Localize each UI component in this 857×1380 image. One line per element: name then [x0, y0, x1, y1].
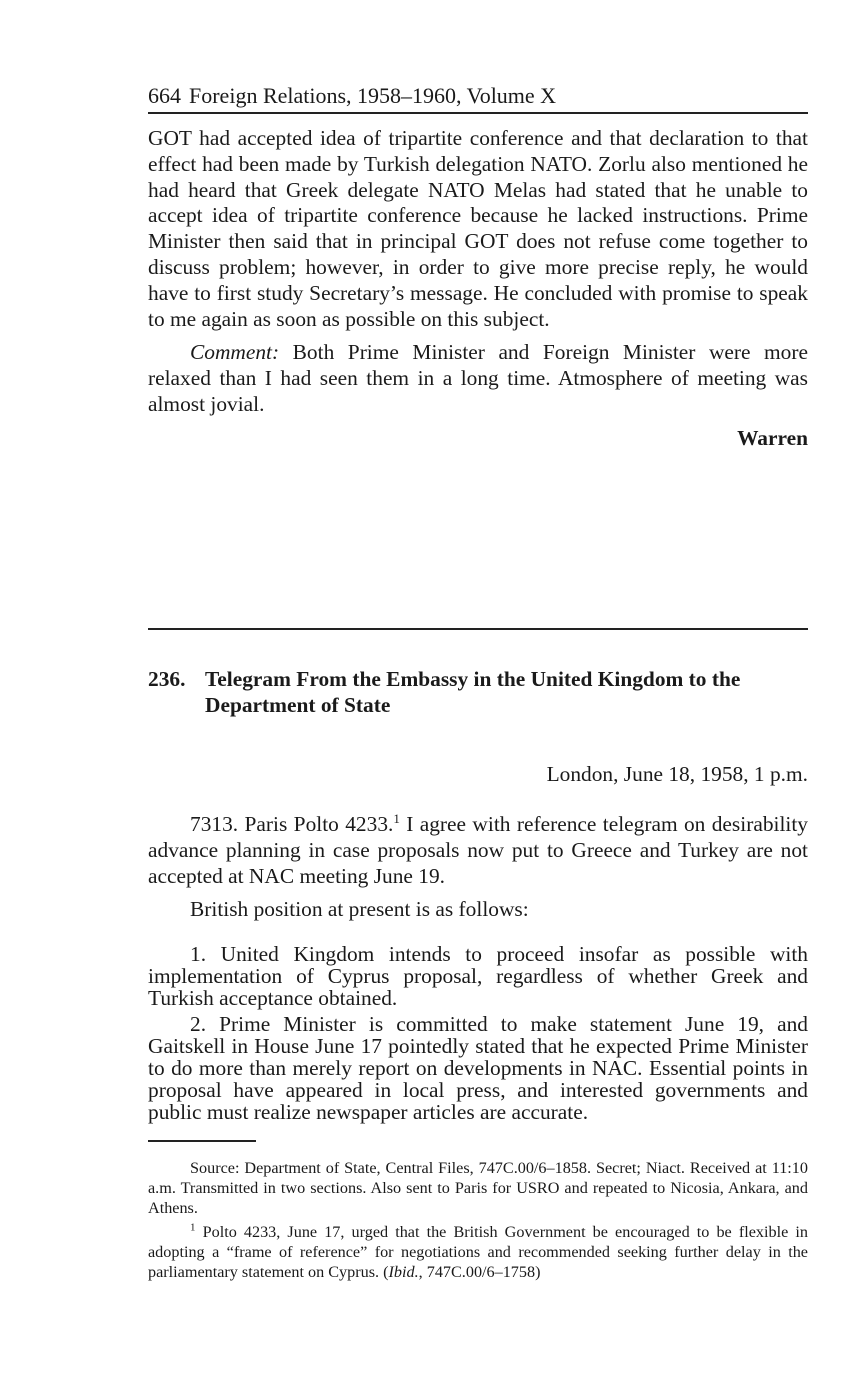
- page-number: 664: [148, 83, 181, 108]
- volume-title: Foreign Relations, 1958–1960, Volume X: [189, 83, 557, 108]
- continued-paragraph: GOT had accepted idea of tripartite conference and that declaration to that effect had been made by Turkish delegation NATO. Zorlu also mentioned he had heard that Greek delegate NATO Melas had stated that he unable to accept idea of tripartite conference because he lacked instructions. Prime Minister then said that in principal GOT does not refuse come together to discuss problem; however, in order to give more precise reply, he would have to first study Secretary’s message. He concluded with promise to speak to me again as soon as possible on this subject.: [148, 126, 808, 331]
- document-body: [148, 812, 808, 1123]
- footnote-divider: [148, 1140, 256, 1142]
- paragraph-2: British position at present is as follows:: [190, 897, 529, 922]
- footnote-1-marker: 1: [190, 1221, 196, 1234]
- footnote-1: [148, 1222, 808, 1282]
- footnote-1-end: , 747C.00/6–1758): [418, 1263, 541, 1281]
- comment-paragraph: [148, 340, 808, 417]
- document-divider: [148, 628, 808, 630]
- footnote-1-ibid: Ibid.: [388, 1263, 419, 1281]
- document-title: Telegram From the Embassy in the United Kingdom to the Department of State: [205, 667, 741, 717]
- footnotes: [148, 1158, 808, 1282]
- signature: Warren: [737, 425, 808, 450]
- paragraph-1-rest: I agree with reference telegram on desirability advance planning in case proposals now put to Greece and Turkey are not accepted at NAC meeting June 19.: [148, 812, 808, 888]
- document-heading: [148, 666, 808, 718]
- comment-text: Both Prime Minister and Foreign Minister were more relaxed than I had seen them in a long time. Atmosphere of meeting was almost jovial.: [148, 340, 808, 416]
- footnote-ref-1: 1: [393, 810, 400, 826]
- source-note: Source: Department of State, Central Files, 747C.00/6–1858. Secret; Niact. Received at 11:10 a.m. Transmitted in two sections. Also sent to Paris for USRO and repeated to Nicosia, Ankara, and Athens.: [148, 1159, 808, 1217]
- dateline: London, June 18, 1958, 1 p.m.: [546, 762, 808, 786]
- running-head: [148, 82, 808, 114]
- list-item-1: 1. United Kingdom intends to proceed insofar as possible with implementation of Cyprus proposal, regardless of whether Greek and Turkish acceptance obtained.: [148, 942, 808, 1011]
- list-item-2: 2. Prime Minister is committed to make statement June 19, and Gaitskell in House June 17 pointedly stated that he expected Prime Minister to do more than merely report on developments in NAC. Essential points in proposal have appeared in local press, and interested governments and public must realize newspaper articles are accurate.: [148, 1012, 808, 1125]
- paragraph-1-start: 7313. Paris Polto 4233.: [190, 812, 394, 836]
- paragraph-1: [148, 812, 808, 889]
- document-number: 236.: [148, 667, 186, 691]
- page-content: [148, 82, 808, 451]
- footnote-1-text: Polto 4233, June 17, urged that the British Government be encouraged to be flexible in adopting a “frame of reference” for negotiations and recommended seeking further delay in the parliamentary statement on Cyprus. (: [148, 1223, 808, 1281]
- comment-label: Comment:: [190, 340, 280, 365]
